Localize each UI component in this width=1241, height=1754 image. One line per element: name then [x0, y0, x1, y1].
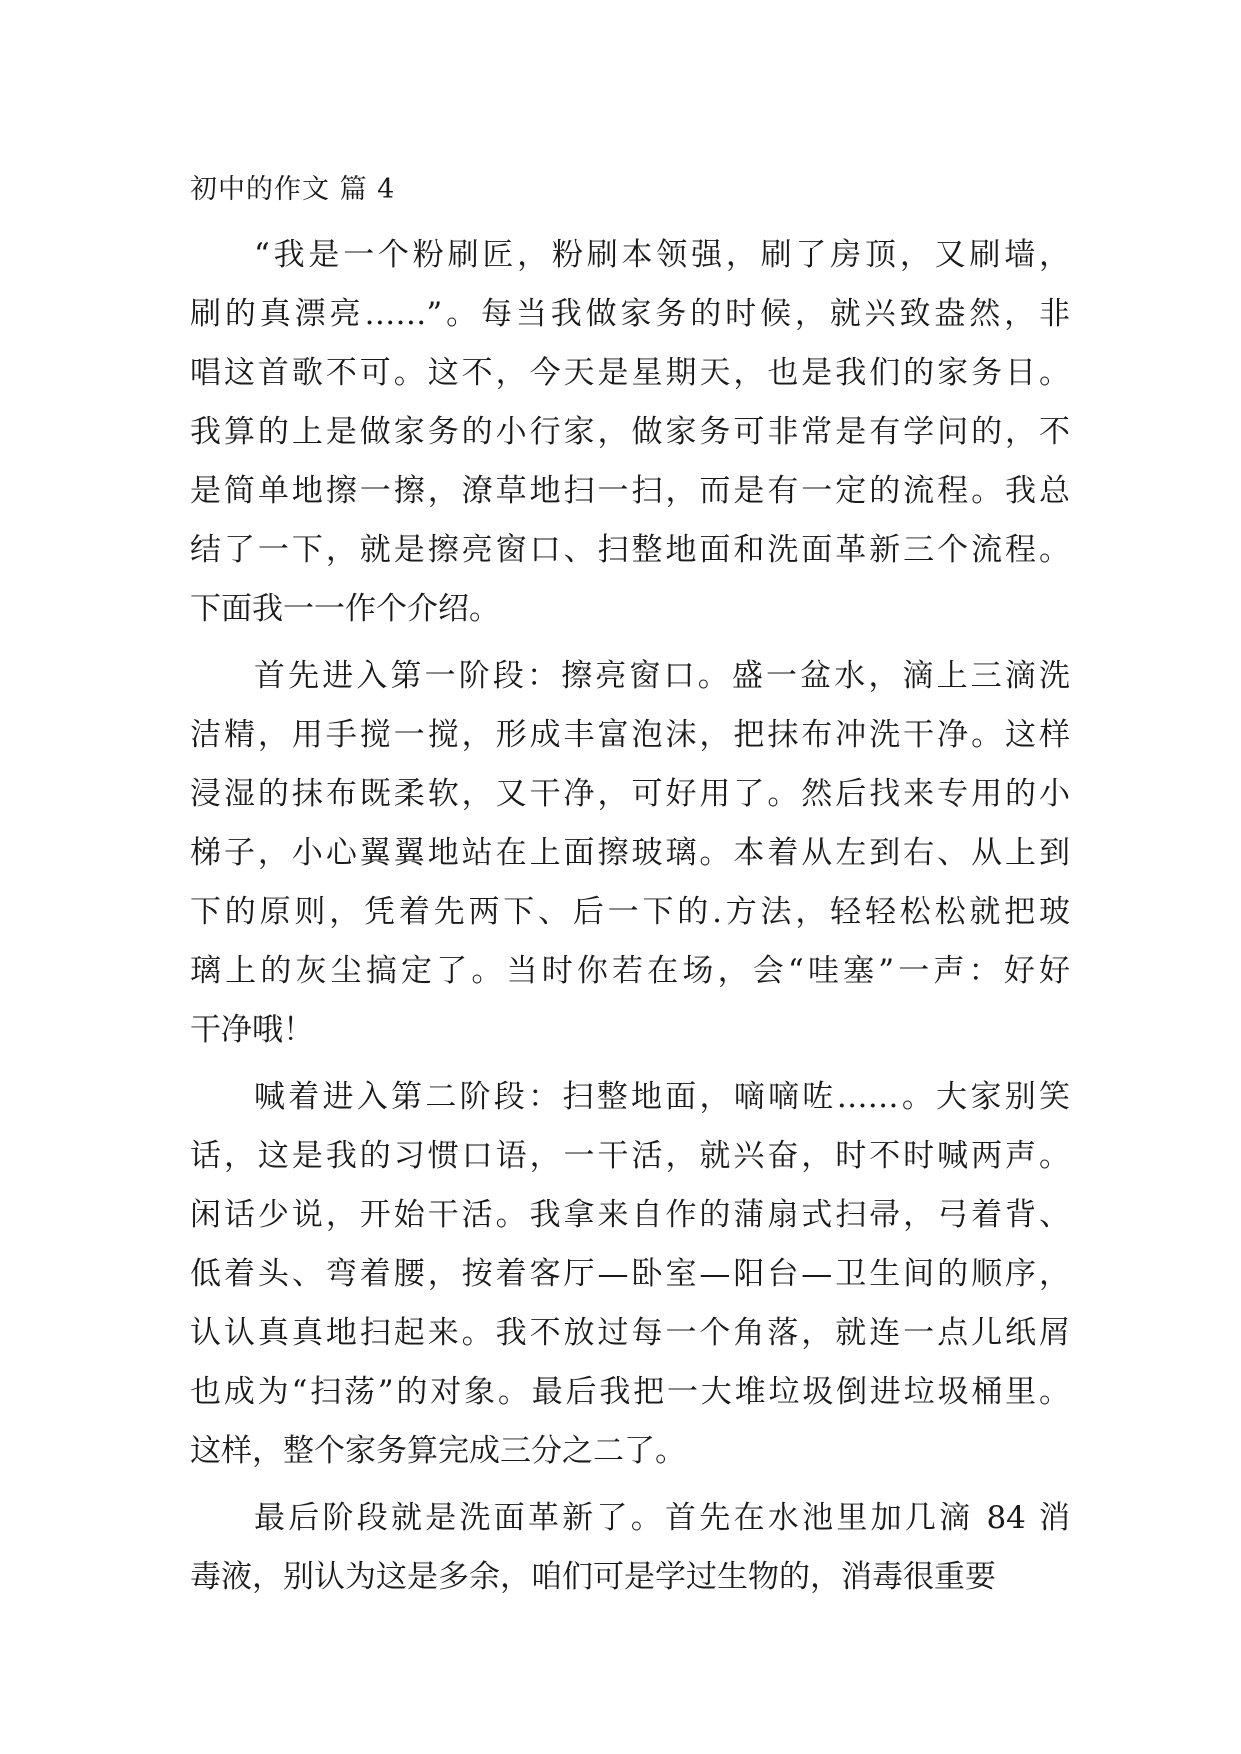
paragraph-line: 结了一下，就是擦亮窗口、扫整地面和洗面革新三个流程。	[190, 532, 1070, 568]
paragraph-line: 也成为“扫荡”的对象。最后我把一大堆垃圾倒进垃圾桶里。	[190, 1374, 1070, 1410]
paragraph-line: 洁精，用手搅一搅，形成丰富泡沫，把抹布冲洗干净。这样	[190, 717, 1070, 753]
paragraph-line: 干净哦！	[190, 1012, 314, 1048]
paragraph-line: 话，这是我的习惯口语，一干活，就兴奋，时不时喊两声。	[190, 1138, 1070, 1174]
paragraph-line: 闲话少说，开始干活。我拿来自作的蒲扇式扫帚，弓着背、	[190, 1197, 1070, 1233]
paragraph-line: 毒液，别认为这是多余，咱们可是学过生物的，消毒很重要	[190, 1559, 996, 1595]
paragraph-line: 浸湿的抹布既柔软，又干净，可好用了。然后找来专用的小	[190, 776, 1070, 812]
paragraph-line: 首先进入第一阶段：擦亮窗口。盛一盆水，滴上三滴洗	[254, 658, 1070, 694]
paragraph-line: 刷的真漂亮……”。每当我做家务的时候，就兴致盎然，非	[190, 296, 1070, 332]
paragraph-line: 我算的上是做家务的小行家，做家务可非常是有学问的，不	[190, 414, 1070, 450]
paragraph-line: 喊着进入第二阶段：扫整地面，嘀嘀咗……。大家别笑	[254, 1079, 1070, 1115]
paragraph-line: 认认真真地扫起来。我不放过每一个角落，就连一点儿纸屑	[190, 1315, 1070, 1351]
paragraph-4	[190, 1489, 1070, 1607]
paragraph-line: 下面我一一作个介绍。	[190, 591, 500, 627]
paragraph-3	[190, 1068, 1070, 1481]
paragraph-line: 是简单地擦一擦，潦草地扫一扫，而是有一定的流程。我总	[190, 473, 1070, 509]
paragraph-line: 这样，整个家务算完成三分之二了。	[190, 1433, 686, 1469]
paragraph-line: 璃上的灰尘搞定了。当时你若在场，会“哇塞”一声：好好	[190, 953, 1070, 989]
paragraph-1	[190, 226, 1070, 639]
paragraph-line: 梯子，小心翼翼地站在上面擦玻璃。本着从左到右、从上到	[190, 835, 1070, 871]
essay-body	[190, 164, 1070, 1615]
page-title: 初中的作文 篇 4	[190, 174, 396, 205]
paragraph-line: 下的原则，凭着先两下、后一下的.方法，轻轻松松就把玻	[190, 894, 1070, 930]
paragraph-line: 低着头、弯着腰，按着客厅—卧室—阳台—卫生间的顺序，	[190, 1256, 1070, 1292]
paragraph-line: 唱这首歌不可。这不，今天是星期天，也是我们的家务日。	[190, 355, 1070, 391]
paragraph-2	[190, 647, 1070, 1060]
paragraph-line: “我是一个粉刷匠，粉刷本领强，刷了房顶，又刷墙，	[254, 237, 1070, 273]
paragraph-line: 最后阶段就是洗面革新了。首先在水池里加几滴 84 消	[254, 1500, 1070, 1536]
